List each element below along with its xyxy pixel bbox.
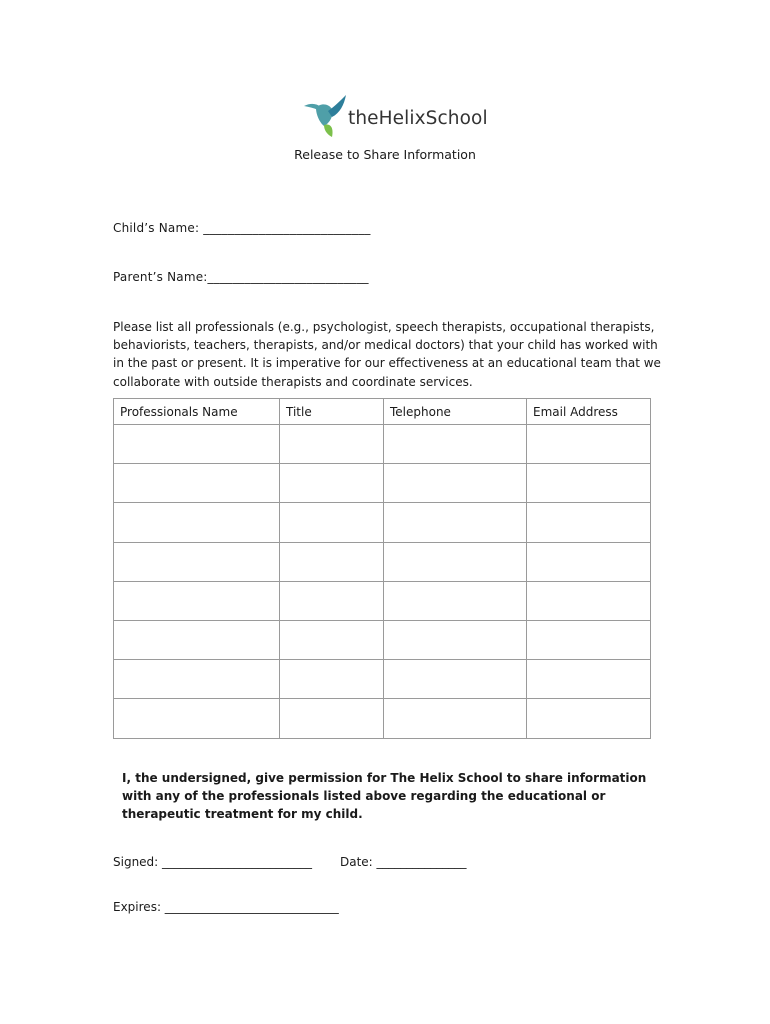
header-title: Title	[280, 399, 384, 425]
date-field[interactable]: Date: _______________	[340, 855, 467, 869]
table-cell[interactable]	[384, 581, 527, 620]
table-cell[interactable]	[527, 620, 651, 659]
table-cell[interactable]	[527, 464, 651, 503]
signed-field[interactable]: Signed: _________________________	[113, 855, 313, 869]
table-row	[114, 503, 651, 542]
table-header-row	[114, 399, 651, 425]
table-cell[interactable]	[280, 699, 384, 738]
table-cell[interactable]	[114, 660, 280, 699]
table-row	[114, 542, 651, 581]
table-cell[interactable]	[527, 503, 651, 542]
header-email-address: Email Address	[527, 399, 651, 425]
table-cell[interactable]	[384, 425, 527, 464]
table-row	[114, 464, 651, 503]
table-cell[interactable]	[280, 620, 384, 659]
table-cell[interactable]	[384, 503, 527, 542]
table-cell[interactable]	[384, 620, 527, 659]
table-cell[interactable]	[114, 425, 280, 464]
table-cell[interactable]	[114, 542, 280, 581]
table-cell[interactable]	[527, 660, 651, 699]
table-cell[interactable]	[280, 425, 384, 464]
table-cell[interactable]	[280, 464, 384, 503]
table-cell[interactable]	[114, 620, 280, 659]
expires-field[interactable]: Expires: _____________________________	[113, 900, 339, 914]
table-cell[interactable]	[114, 464, 280, 503]
table-cell[interactable]	[527, 542, 651, 581]
table-cell[interactable]	[280, 660, 384, 699]
parent-name-field[interactable]: Parent’s Name:__________________________	[113, 270, 369, 284]
table-cell[interactable]	[527, 581, 651, 620]
table-cell[interactable]	[384, 542, 527, 581]
table-cell[interactable]	[114, 581, 280, 620]
table-cell[interactable]	[114, 503, 280, 542]
table-row	[114, 581, 651, 620]
table-cell[interactable]	[280, 503, 384, 542]
document-title: Release to Share Information	[294, 147, 476, 162]
table-cell[interactable]	[384, 660, 527, 699]
table-cell[interactable]	[280, 581, 384, 620]
permission-statement: I, the undersigned, give permission for The Helix School to share information with any of the professionals listed above regarding the educational or therapeutic treatment for my child.	[122, 771, 647, 822]
school-logo	[302, 93, 488, 139]
table-row	[114, 699, 651, 738]
table-cell[interactable]	[114, 699, 280, 738]
professionals-table	[113, 398, 651, 739]
instructions-paragraph: Please list all professionals (e.g., psychologist, speech therapists, occupational therapists, behaviorists, teachers, therapists, and/or medical doctors) that your child has worked with in the past or present. It is imperative for our effectiveness at an educational team that we collaborate with outside therapists and coordinate services.	[113, 320, 661, 389]
table-row	[114, 660, 651, 699]
table-cell[interactable]	[527, 699, 651, 738]
table-cell[interactable]	[527, 425, 651, 464]
child-name-field[interactable]: Child’s Name: ___________________________	[113, 221, 371, 235]
table-cell[interactable]	[280, 542, 384, 581]
table-row	[114, 620, 651, 659]
table-cell[interactable]	[384, 464, 527, 503]
header-professionals-name: Professionals Name	[114, 399, 280, 425]
hummingbird-icon	[302, 93, 350, 139]
table-cell[interactable]	[384, 699, 527, 738]
table-row	[114, 425, 651, 464]
header-telephone: Telephone	[384, 399, 527, 425]
logo-text: theHelixSchool	[348, 108, 488, 129]
